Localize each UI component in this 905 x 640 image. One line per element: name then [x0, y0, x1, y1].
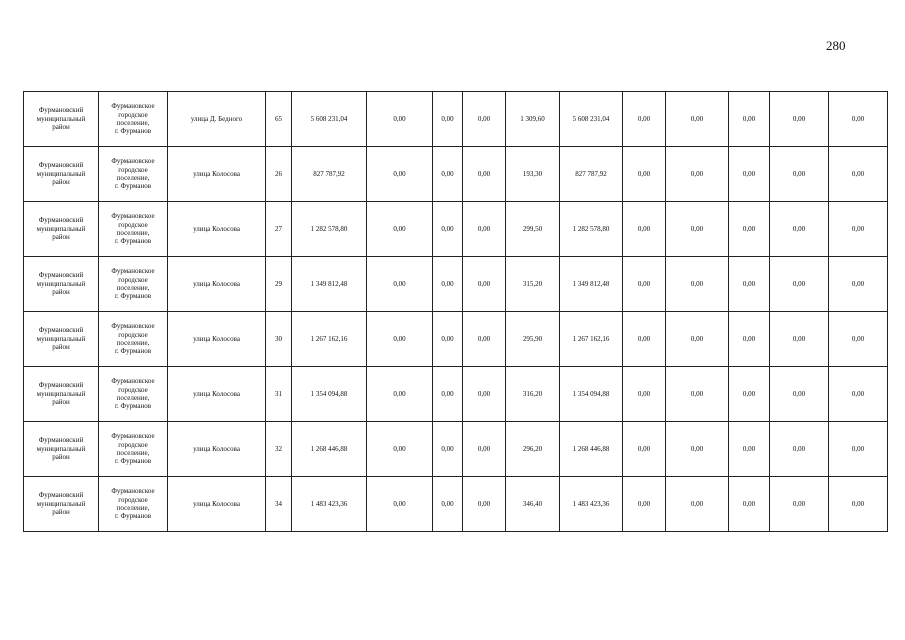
- district-line: муниципальный: [36, 114, 86, 123]
- district-line: Фурмановский: [38, 491, 84, 500]
- settlement-cell: [99, 477, 168, 532]
- value-cell: 0,00: [433, 202, 463, 257]
- settlement-line: городское: [118, 440, 148, 449]
- total-cost-cell: 5 608 231,04: [292, 92, 367, 147]
- settlement-line: поселение,: [116, 504, 150, 512]
- settlement-line: г. Фурманов: [114, 237, 152, 246]
- value-cell: 0,00: [623, 477, 666, 532]
- district-line: Фурмановский: [38, 106, 84, 115]
- value-cell: 0,00: [729, 312, 770, 367]
- area-cell: 316,20: [506, 367, 560, 422]
- value-cell: 0,00: [433, 257, 463, 312]
- district-cell: [24, 422, 99, 477]
- settlement-line: поселение,: [116, 229, 150, 237]
- value-cell: 0,00: [623, 257, 666, 312]
- value-cell: 0,00: [463, 422, 506, 477]
- value-cell: 0,00: [367, 202, 433, 257]
- value-cell: 0,00: [829, 477, 888, 532]
- settlement-line: городское: [118, 220, 148, 229]
- district-line: муниципальный: [36, 169, 86, 178]
- value-cell: 0,00: [623, 367, 666, 422]
- settlement-cell: [99, 367, 168, 422]
- district-line: район: [52, 343, 70, 352]
- settlement-line: г. Фурманов: [114, 347, 152, 356]
- amount-cell: 1 354 094,88: [560, 367, 623, 422]
- settlement-line: Фурмановское: [111, 157, 155, 166]
- total-cost-cell: 1 268 446,88: [292, 422, 367, 477]
- value-cell: 0,00: [367, 477, 433, 532]
- total-cost-cell: 1 282 578,80: [292, 202, 367, 257]
- settlement-cell: [99, 422, 168, 477]
- value-cell: 0,00: [433, 367, 463, 422]
- value-cell: 0,00: [666, 147, 729, 202]
- district-line: Фурмановский: [38, 326, 84, 335]
- value-cell: 0,00: [367, 422, 433, 477]
- value-cell: 0,00: [729, 367, 770, 422]
- house-number-cell: 26: [266, 147, 292, 202]
- house-number-cell: 27: [266, 202, 292, 257]
- value-cell: 0,00: [666, 422, 729, 477]
- settlement-line: городское: [118, 330, 148, 339]
- value-cell: 0,00: [367, 92, 433, 147]
- value-cell: 0,00: [463, 312, 506, 367]
- value-cell: 0,00: [829, 147, 888, 202]
- settlement-line: Фурмановское: [111, 267, 155, 276]
- amount-cell: 5 608 231,04: [560, 92, 623, 147]
- settlement-line: поселение,: [116, 449, 150, 457]
- district-line: район: [52, 123, 70, 132]
- value-cell: 0,00: [666, 367, 729, 422]
- value-cell: 0,00: [433, 92, 463, 147]
- value-cell: 0,00: [770, 257, 829, 312]
- district-line: Фурмановский: [38, 436, 84, 445]
- district-line: район: [52, 453, 70, 462]
- district-line: муниципальный: [36, 444, 86, 453]
- house-number-cell: 29: [266, 257, 292, 312]
- value-cell: 0,00: [367, 147, 433, 202]
- page-number: 280: [826, 38, 846, 53]
- area-cell: 295,90: [506, 312, 560, 367]
- settlement-line: г. Фурманов: [114, 292, 152, 301]
- value-cell: 0,00: [666, 257, 729, 312]
- total-cost-cell: 1 349 812,48: [292, 257, 367, 312]
- value-cell: 0,00: [729, 92, 770, 147]
- total-cost-cell: 1 354 094,88: [292, 367, 367, 422]
- value-cell: 0,00: [729, 202, 770, 257]
- table-row: [24, 147, 888, 202]
- settlement-cell: [99, 92, 168, 147]
- value-cell: 0,00: [829, 312, 888, 367]
- settlement-line: Фурмановское: [111, 322, 155, 331]
- value-cell: 0,00: [770, 422, 829, 477]
- total-cost-cell: 1 267 162,16: [292, 312, 367, 367]
- district-line: Фурмановский: [38, 381, 84, 390]
- area-cell: 296,20: [506, 422, 560, 477]
- house-number-cell: 65: [266, 92, 292, 147]
- value-cell: 0,00: [666, 92, 729, 147]
- street-cell: улица Колосова: [168, 257, 266, 312]
- district-line: район: [52, 508, 70, 517]
- settlement-line: поселение,: [116, 174, 150, 182]
- amount-cell: 827 787,92: [560, 147, 623, 202]
- settlement-line: г. Фурманов: [114, 127, 152, 136]
- district-line: муниципальный: [36, 389, 86, 398]
- district-line: муниципальный: [36, 334, 86, 343]
- settlement-line: г. Фурманов: [114, 402, 152, 411]
- settlement-line: Фурмановское: [111, 487, 155, 496]
- table-row: [24, 92, 888, 147]
- house-number-cell: 30: [266, 312, 292, 367]
- value-cell: 0,00: [623, 422, 666, 477]
- district-line: район: [52, 398, 70, 407]
- area-cell: 315,20: [506, 257, 560, 312]
- value-cell: 0,00: [463, 257, 506, 312]
- table-row: [24, 202, 888, 257]
- value-cell: 0,00: [829, 92, 888, 147]
- district-line: муниципальный: [36, 499, 86, 508]
- value-cell: 0,00: [829, 202, 888, 257]
- table-row: [24, 422, 888, 477]
- amount-cell: 1 349 812,48: [560, 257, 623, 312]
- value-cell: 0,00: [623, 202, 666, 257]
- value-cell: 0,00: [463, 202, 506, 257]
- value-cell: 0,00: [770, 147, 829, 202]
- settlement-line: поселение,: [116, 284, 150, 292]
- value-cell: 0,00: [463, 477, 506, 532]
- value-cell: 0,00: [770, 477, 829, 532]
- settlement-cell: [99, 147, 168, 202]
- settlement-line: поселение,: [116, 339, 150, 347]
- value-cell: 0,00: [433, 312, 463, 367]
- value-cell: 0,00: [829, 367, 888, 422]
- value-cell: 0,00: [829, 422, 888, 477]
- value-cell: 0,00: [729, 257, 770, 312]
- district-cell: [24, 367, 99, 422]
- house-number-cell: 34: [266, 477, 292, 532]
- table-row: [24, 257, 888, 312]
- value-cell: 0,00: [729, 477, 770, 532]
- settlement-line: городское: [118, 495, 148, 504]
- street-cell: улица Колосова: [168, 422, 266, 477]
- value-cell: 0,00: [367, 257, 433, 312]
- value-cell: 0,00: [433, 147, 463, 202]
- value-cell: 0,00: [729, 422, 770, 477]
- value-cell: 0,00: [666, 312, 729, 367]
- district-line: муниципальный: [36, 224, 86, 233]
- settlement-cell: [99, 202, 168, 257]
- district-cell: [24, 147, 99, 202]
- district-line: муниципальный: [36, 279, 86, 288]
- street-cell: улица Колосова: [168, 367, 266, 422]
- value-cell: 0,00: [770, 367, 829, 422]
- value-cell: 0,00: [433, 422, 463, 477]
- settlement-cell: [99, 312, 168, 367]
- total-cost-cell: 1 483 423,36: [292, 477, 367, 532]
- settlement-line: городское: [118, 385, 148, 394]
- value-cell: 0,00: [666, 477, 729, 532]
- housing-table: [23, 91, 888, 532]
- district-line: район: [52, 288, 70, 297]
- value-cell: 0,00: [666, 202, 729, 257]
- street-cell: улица Колосова: [168, 477, 266, 532]
- value-cell: 0,00: [463, 147, 506, 202]
- area-cell: 193,30: [506, 147, 560, 202]
- settlement-line: Фурмановское: [111, 432, 155, 441]
- district-cell: [24, 92, 99, 147]
- house-number-cell: 31: [266, 367, 292, 422]
- value-cell: 0,00: [367, 367, 433, 422]
- amount-cell: 1 282 578,80: [560, 202, 623, 257]
- district-cell: [24, 257, 99, 312]
- settlement-cell: [99, 257, 168, 312]
- street-cell: улица Колосова: [168, 202, 266, 257]
- area-cell: 299,50: [506, 202, 560, 257]
- district-line: район: [52, 178, 70, 187]
- table-row: [24, 367, 888, 422]
- street-cell: улица Д. Бедного: [168, 92, 266, 147]
- value-cell: 0,00: [770, 202, 829, 257]
- value-cell: 0,00: [367, 312, 433, 367]
- value-cell: 0,00: [433, 477, 463, 532]
- settlement-line: Фурмановское: [111, 377, 155, 386]
- district-line: Фурмановский: [38, 271, 84, 280]
- table-row: [24, 477, 888, 532]
- settlement-line: Фурмановское: [111, 102, 155, 111]
- settlement-line: г. Фурманов: [114, 457, 152, 466]
- value-cell: 0,00: [829, 257, 888, 312]
- district-line: Фурмановский: [38, 216, 84, 225]
- district-line: Фурмановский: [38, 161, 84, 170]
- settlement-line: г. Фурманов: [114, 512, 152, 521]
- value-cell: 0,00: [463, 367, 506, 422]
- value-cell: 0,00: [463, 92, 506, 147]
- district-line: район: [52, 233, 70, 242]
- settlement-line: поселение,: [116, 119, 150, 127]
- value-cell: 0,00: [623, 147, 666, 202]
- amount-cell: 1 483 423,36: [560, 477, 623, 532]
- value-cell: 0,00: [623, 312, 666, 367]
- total-cost-cell: 827 787,92: [292, 147, 367, 202]
- value-cell: 0,00: [729, 147, 770, 202]
- amount-cell: 1 267 162,16: [560, 312, 623, 367]
- value-cell: 0,00: [623, 92, 666, 147]
- district-cell: [24, 202, 99, 257]
- area-cell: 1 309,60: [506, 92, 560, 147]
- area-cell: 346,40: [506, 477, 560, 532]
- district-cell: [24, 312, 99, 367]
- settlement-line: городское: [118, 165, 148, 174]
- amount-cell: 1 268 446,88: [560, 422, 623, 477]
- settlement-line: г. Фурманов: [114, 182, 152, 191]
- value-cell: 0,00: [770, 92, 829, 147]
- settlement-line: Фурмановское: [111, 212, 155, 221]
- value-cell: 0,00: [770, 312, 829, 367]
- street-cell: улица Колосова: [168, 312, 266, 367]
- table-row: [24, 312, 888, 367]
- settlement-line: поселение,: [116, 394, 150, 402]
- house-number-cell: 32: [266, 422, 292, 477]
- street-cell: улица Колосова: [168, 147, 266, 202]
- settlement-line: городское: [118, 275, 148, 284]
- settlement-line: городское: [118, 110, 148, 119]
- district-cell: [24, 477, 99, 532]
